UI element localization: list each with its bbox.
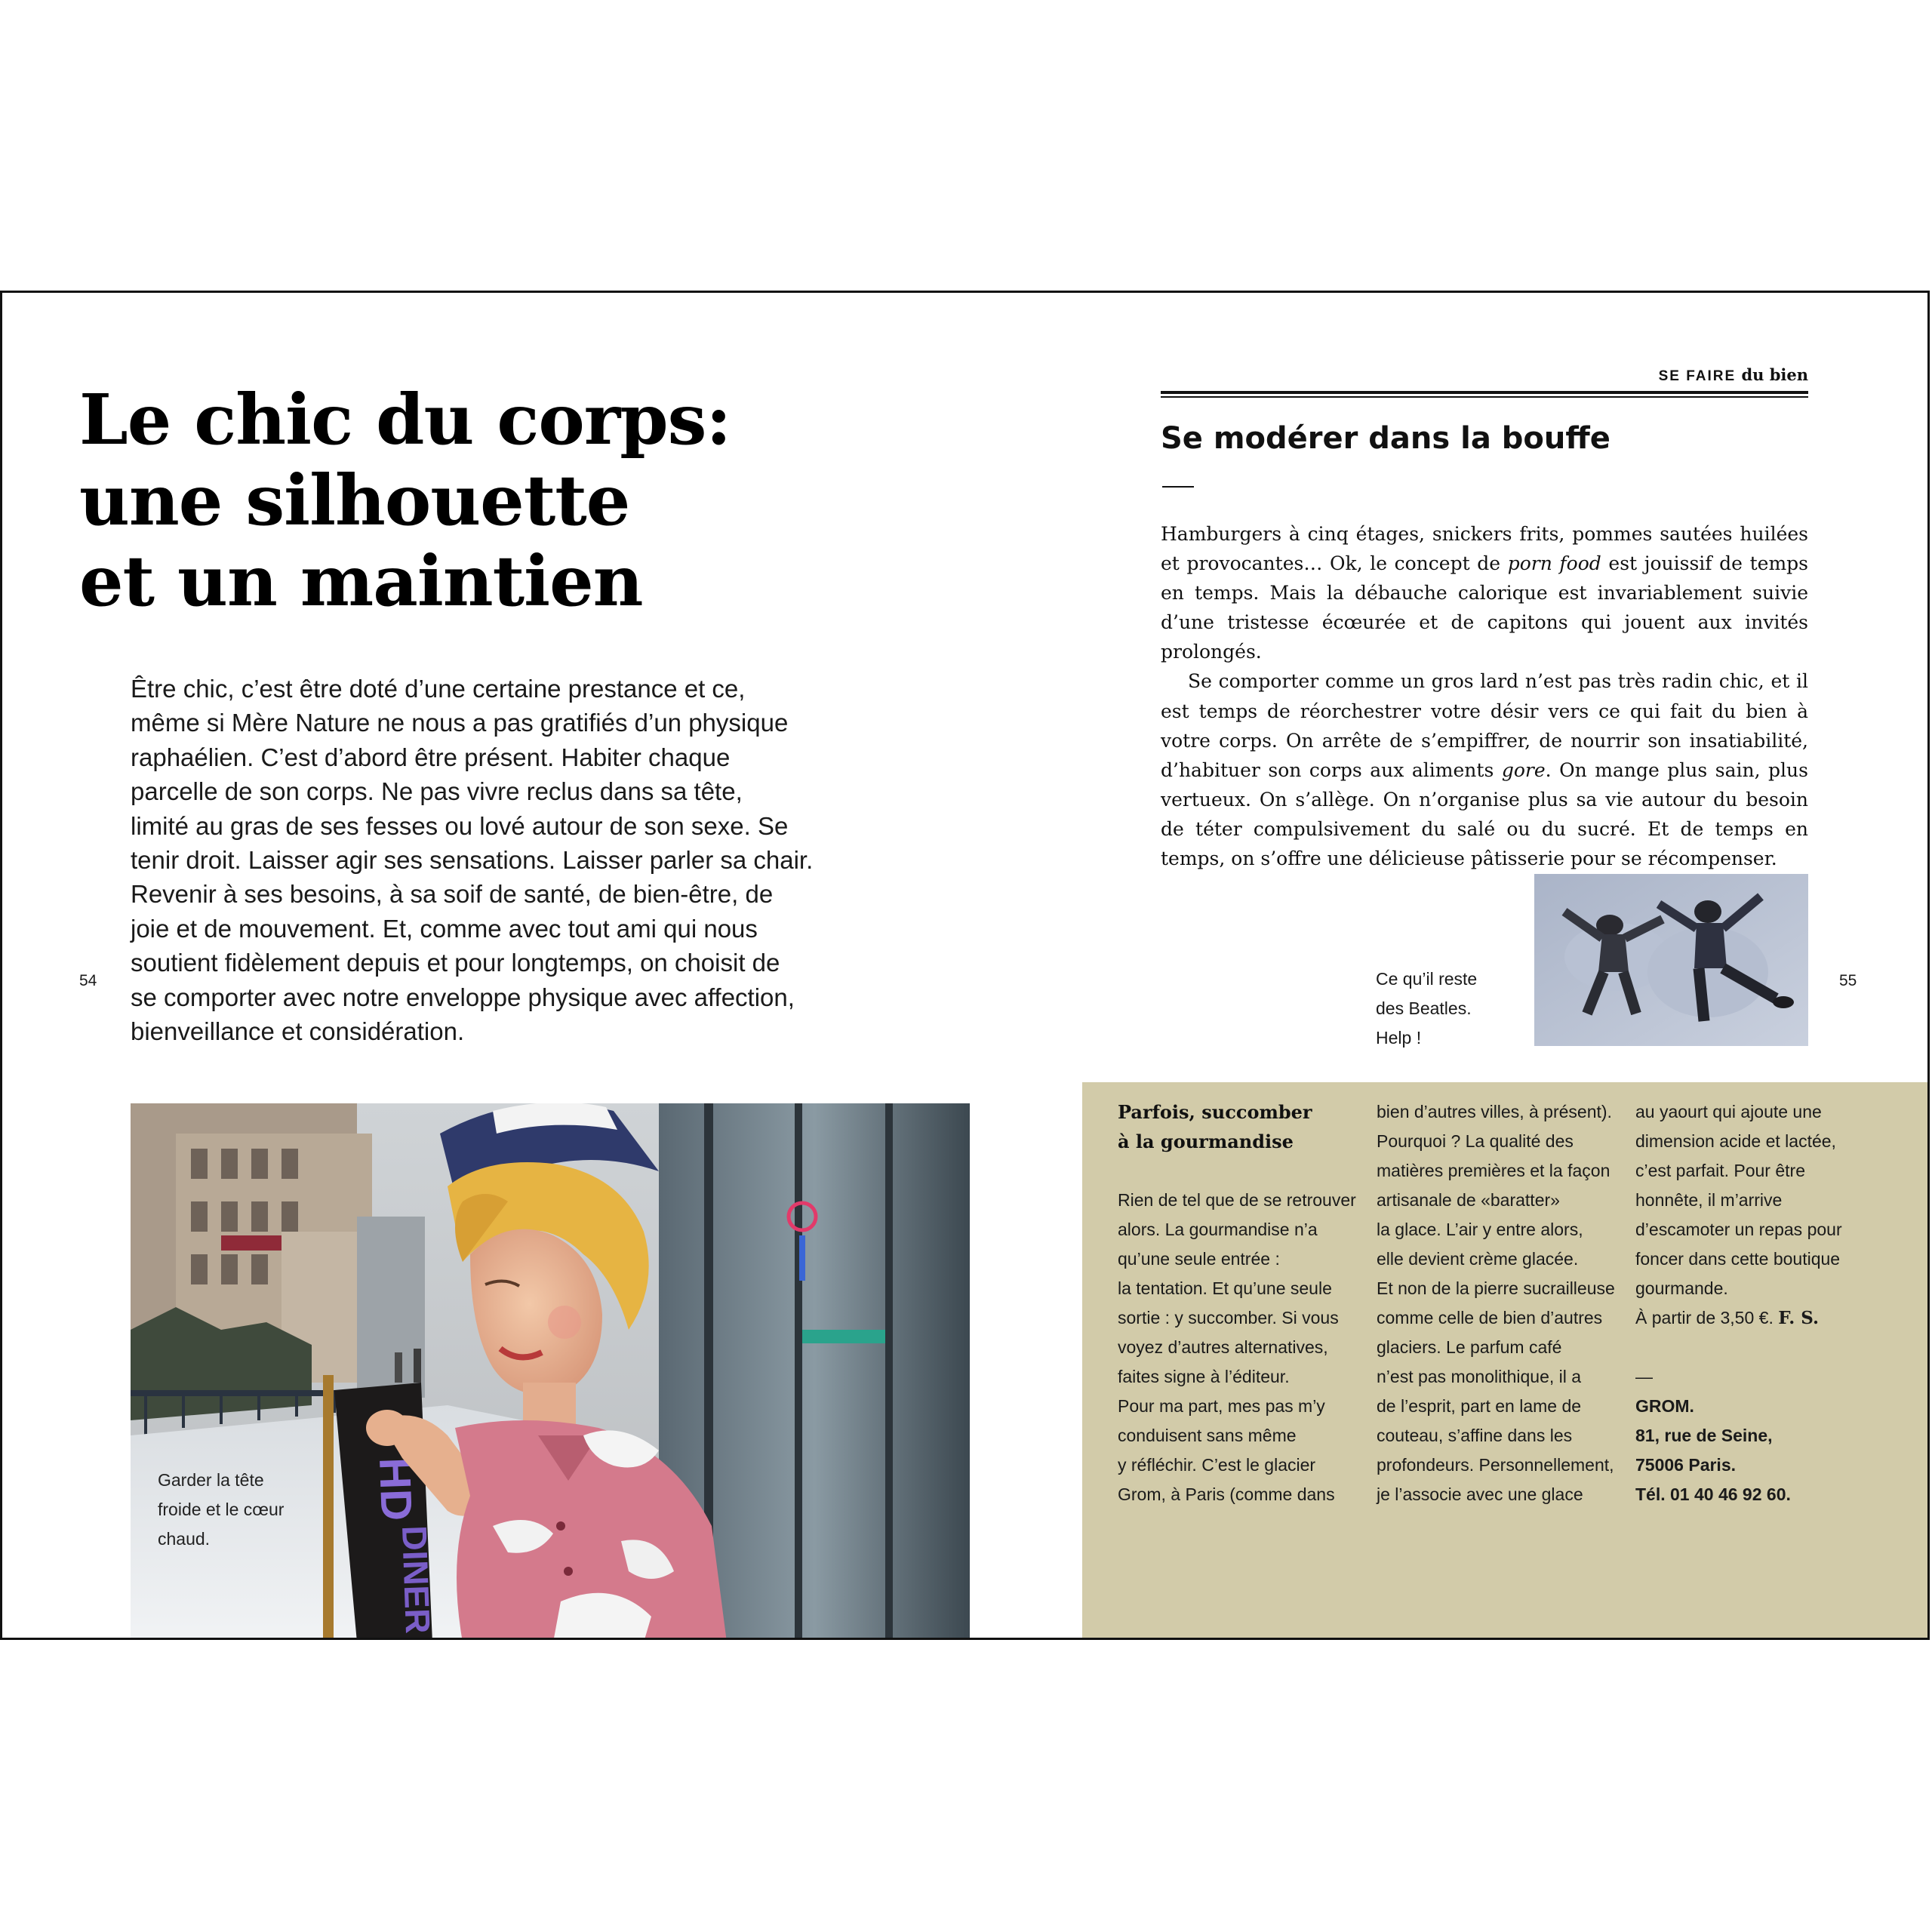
header-rule-thin bbox=[1161, 396, 1808, 398]
sidebar-line: Pourquoi ? La qualité des bbox=[1377, 1131, 1574, 1151]
intro-line: joie et de mouvement. Et, comme avec tout ami qui nous bbox=[131, 914, 758, 943]
right-photo-caption bbox=[1376, 964, 1527, 1053]
sidebar-line: conduisent sans même bbox=[1118, 1426, 1297, 1445]
sidebar-column-1 bbox=[1118, 1186, 1367, 1509]
intro-line: soutient fidèlement depuis et pour longtemps, on choisit de bbox=[131, 949, 780, 977]
sidebar-line: la glace. L’air y entre alors, bbox=[1377, 1220, 1583, 1239]
intro-line: limité au gras de ses fesses ou lové autour de son sexe. Se bbox=[131, 811, 789, 840]
sidebar-line: d’escamoter un repas pour bbox=[1635, 1220, 1842, 1239]
price-text: À partir de 3,50 €. bbox=[1635, 1308, 1779, 1327]
page-title bbox=[79, 380, 834, 622]
sidebar-line: alors. La gourmandise n’a bbox=[1118, 1220, 1318, 1239]
snow-angels-photo bbox=[1534, 874, 1808, 1046]
text-run: Hamburgers à cinq étages, snickers frits, pommes sautées huilées et provocantes… Ok, le concept de bbox=[1161, 523, 1808, 575]
caption-line: Ce qu’il reste bbox=[1376, 969, 1478, 989]
header-rule-thick bbox=[1161, 391, 1808, 394]
sidebar-line: Pour ma part, mes pas m’y bbox=[1118, 1396, 1325, 1416]
sidebar-title-line: à la gourmandise bbox=[1118, 1131, 1294, 1152]
magazine-spread bbox=[0, 291, 1930, 1640]
sidebar-line: y réfléchir. C’est le glacier bbox=[1118, 1455, 1316, 1475]
sidebar-title-line: Parfois, succomber bbox=[1118, 1101, 1312, 1123]
svg-text:DINER: DINER bbox=[395, 1524, 438, 1635]
sidebar-line: profondeurs. Personnellement, bbox=[1377, 1455, 1614, 1475]
sidebar-line: honnête, il m’arrive bbox=[1635, 1190, 1783, 1210]
sidebar-line: foncer dans cette boutique bbox=[1635, 1249, 1841, 1269]
sidebar-title bbox=[1118, 1097, 1352, 1156]
intro-paragraph bbox=[131, 672, 825, 1048]
sidebar-line: comme celle de bien d’autres bbox=[1377, 1308, 1603, 1327]
text-run: Se comporter comme un gros lard n’est pas très radin chic, et il est temps de réorchestrer votre désir vers ce qui fait du bien à votre corps. On arrête de s’empiffrer, de nourrir son insatiabilité, d’habituer son corps aux aliments bbox=[1161, 670, 1808, 781]
shop-address-line-2: 75006 Paris. bbox=[1635, 1455, 1737, 1475]
shop-dash: — bbox=[1635, 1367, 1653, 1386]
article-paragraph-1 bbox=[1161, 519, 1808, 666]
caption-line: Garder la tête bbox=[158, 1470, 264, 1490]
page-number-right: 55 bbox=[1839, 972, 1857, 989]
intro-line: Revenir à ses besoins, à sa soif de santé, de bien-être, de bbox=[131, 880, 774, 909]
article-paragraph-2 bbox=[1161, 666, 1808, 873]
sidebar-line: au yaourt qui ajoute une bbox=[1635, 1102, 1822, 1121]
left-photo-caption bbox=[158, 1466, 324, 1554]
intro-line: se comporter avec notre enveloppe physique avec affection, bbox=[131, 983, 795, 1011]
title-line: Le chic du corps: bbox=[79, 379, 731, 460]
signature: F. S. bbox=[1778, 1308, 1820, 1328]
italic-run: gore bbox=[1501, 758, 1546, 781]
caption-line: Help ! bbox=[1376, 1028, 1422, 1048]
shop-address-line-1: 81, rue de Seine, bbox=[1635, 1426, 1773, 1445]
sidebar-line: dimension acide et lactée, bbox=[1635, 1131, 1836, 1151]
caption-line: chaud. bbox=[158, 1529, 211, 1549]
sidebar-line: couteau, s’affine dans les bbox=[1377, 1426, 1573, 1445]
sidebar-box bbox=[1082, 1082, 1930, 1640]
sidebar-line: glaciers. Le parfum café bbox=[1377, 1337, 1562, 1357]
photo-illustration bbox=[1534, 874, 1808, 1046]
sidebar-line: la tentation. Et qu’une seule bbox=[1118, 1278, 1332, 1298]
text-run: . On mange plus sain, plus vertueux. On s’allège. On n’organise plus sa vie autour du besoin de téter compulsivement du salé ou du sucré. Et de temps en temps, on s’offre une délicieuse pâtisserie pour se récompenser. bbox=[1161, 758, 1808, 870]
page-number-left: 54 bbox=[79, 972, 97, 989]
caption-line: froide et le cœur bbox=[158, 1500, 285, 1519]
intro-line: tenir droit. Laisser agir ses sensations. Laisser parler sa chair. bbox=[131, 846, 814, 875]
intro-line: Être chic, c’est être doté d’une certaine prestance et ce, bbox=[131, 675, 746, 703]
price-line bbox=[1635, 1303, 1892, 1333]
sidebar-line: Rien de tel que de se retrouver bbox=[1118, 1190, 1356, 1210]
sidebar-line: gourmande. bbox=[1635, 1278, 1728, 1298]
intro-line: même si Mère Nature ne nous a pas gratifiés d’un physique bbox=[131, 709, 789, 737]
article-body bbox=[1161, 519, 1808, 873]
section-dash bbox=[1162, 486, 1194, 488]
section-title: Se modérer dans la bouffe bbox=[1161, 421, 1611, 456]
sidebar-line: c’est parfait. Pour être bbox=[1635, 1161, 1805, 1180]
italic-run: porn food bbox=[1507, 552, 1601, 575]
sidebar-line: faites signe à l’éditeur. bbox=[1118, 1367, 1290, 1386]
sidebar-column-3 bbox=[1635, 1097, 1892, 1509]
text-run: est jouissif de temps en temps. Mais la débauche calorique est invariablement suivie d’une tristesse écœurée et de capitons qui jouent aux invités prolongés. bbox=[1161, 552, 1808, 663]
spacer bbox=[1635, 1333, 1892, 1362]
sidebar-line: je l’associe avec une glace bbox=[1377, 1484, 1583, 1504]
shop-name: GROM. bbox=[1635, 1396, 1694, 1416]
intro-line: parcelle de son corps. Ne pas vivre reclus dans sa tête, bbox=[131, 777, 743, 806]
sidebar-line: sortie : y succomber. Si vous bbox=[1118, 1308, 1339, 1327]
intro-line: bienveillance et considération. bbox=[131, 1017, 465, 1046]
sidebar-line: qu’une seule entrée : bbox=[1118, 1249, 1280, 1269]
running-head-prefix: SE FAIRE bbox=[1658, 368, 1737, 384]
sidebar-line: elle devient crème glacée. bbox=[1377, 1249, 1579, 1269]
caption-line: des Beatles. bbox=[1376, 998, 1472, 1018]
sidebar-line: de l’esprit, part en lame de bbox=[1377, 1396, 1582, 1416]
sidebar-line: Et non de la pierre sucrailleuse bbox=[1377, 1278, 1615, 1298]
sidebar-line: bien d’autres villes, à présent). bbox=[1377, 1102, 1612, 1121]
sidebar-line: voyez d’autres alternatives, bbox=[1118, 1337, 1328, 1357]
sidebar-line: matières premières et la façon bbox=[1377, 1161, 1611, 1180]
sidebar-column-2 bbox=[1377, 1097, 1626, 1509]
running-head bbox=[1161, 365, 1808, 385]
running-head-bold: du bien bbox=[1741, 365, 1808, 384]
sidebar-line: Grom, à Paris (comme dans bbox=[1118, 1484, 1335, 1504]
sidebar-line: n’est pas monolithique, il a bbox=[1377, 1367, 1582, 1386]
title-line: et un maintien bbox=[79, 540, 643, 622]
svg-text:HD: HD bbox=[370, 1457, 421, 1522]
intro-line: raphaélien. C’est d’abord être présent. Habiter chaque bbox=[131, 743, 731, 771]
photo-illustration bbox=[131, 1103, 970, 1640]
title-line: une silhouette bbox=[79, 460, 630, 541]
sidebar-line: artisanale de «baratter» bbox=[1377, 1190, 1560, 1210]
shop-phone: Tél. 01 40 46 92 60. bbox=[1635, 1484, 1791, 1504]
diner-statue-photo bbox=[131, 1103, 970, 1640]
